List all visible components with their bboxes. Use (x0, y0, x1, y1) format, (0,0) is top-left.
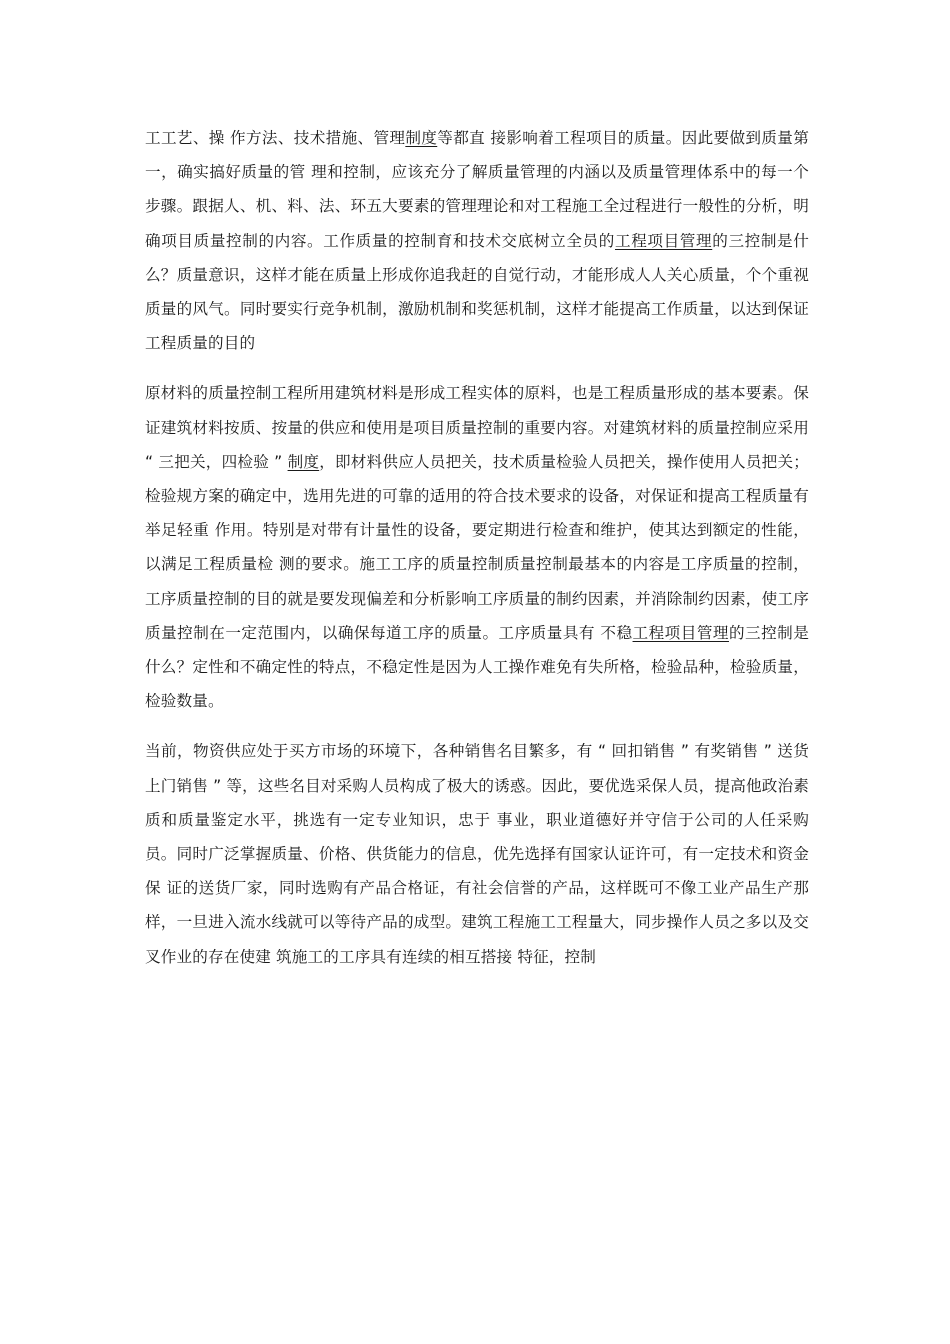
paragraph-text: 原材料的质量控制工程所用建筑材料是形成工程实体的原料，也是工程质量形成的基本要素。保证建筑材料按质、按量的供应和使用是项目质量控制的重要内容。对建筑材料的质量控制应采用 “ 三把关，四检验 ” (145, 384, 809, 471)
link-zhidu[interactable]: 制度 (405, 129, 438, 147)
document-body (145, 121, 809, 990)
paragraph-text: 的三控制是什么？定性和不确定性的特点，不稳定性是因为人工操作难免有失所格，检验品种，检验质量，检验数量。 (145, 623, 809, 711)
paragraph-text: 当前，物资供应处于买方市场的环境下，各种销售名目繁多，有 “ 回扣销售 ” 有奖销售 ” 送货上门销售 ” 等，这些名目对采购人员构成了极大的诱惑。因此，要优选采保人员，提高他政治素质和质量鉴定水平，挑选有一定专业知识，忠于 事业，职业道德好并守信于公司的人任采购员。同时广泛掌握质量、价格、供货能力的信息，优先选择有国家认证许可，有一定技术和资金保 证的送货厂家，同时选购有产品合格证，有社会信誉的产品，这样既可不像工业产品生产那样，一旦进入流水线就可以等待产品的成型。建筑工程施工工程量大，同步操作人员之多以及交叉作业的存在使建 筑施工的工序具有连续的相互搭接 特征，控制 (145, 742, 809, 966)
paragraph-text: 的三控制是什么？质量意识，这样才能在质量上形成你追我赶的自觉行动，才能形成人人关心质量，个个重视质量的风气。同时要实行竞争机制，激励机制和奖惩机制，这样才能提高工作质量，以达到保证工程质量的目的 (145, 231, 810, 353)
paragraph-1 (145, 121, 809, 360)
paragraph-text: ，即材料供应人员把关，技术质量检验人员把关，操作使用人员把关；检验规方案的确定中，选用先进的可靠的适用的符合技术要求的设备，对保证和提高工程质量有举足轻重 作用。特别是对带有计量性的设备，要定期进行检查和维护，使其达到额定的性能，以满足工程质量检 测的要求。施工工序的质量控制质量控制最基本的内容是工序质量的控制，工序质量控制的目的就是要发现偏差和分析影响工序质量的制约因素，并消除制约因素，使工序质量控制在一定范围内，以确保每道工序的质量。工序质量具有 不稳 (145, 452, 809, 642)
link-zhidu[interactable]: 制度 (287, 452, 320, 471)
paragraph-3 (145, 734, 809, 973)
paragraph-2 (145, 376, 809, 718)
link-gongcheng-xiangmu-guanli[interactable]: 工程项目管理 (632, 623, 729, 642)
paragraph-text: 等都直 接影响着工程项目的质量。因此要做到质量第一，确实搞好质量的管 理和控制，应该充分了解质量管理的内涵以及质量管理体系中的每一个步骤。跟据人、机、料、法、环五大要素的管理理论和对工程施工全过程进行一般性的分析，明确项目质量控制的内容。工作质量的控制育和技术交底树立全员的 (145, 129, 809, 250)
paragraph-text: 工工艺、操 作方法、技术措施、管理 (145, 129, 406, 147)
link-gongcheng-xiangmu-guanli[interactable]: 工程项目管理 (614, 231, 713, 250)
